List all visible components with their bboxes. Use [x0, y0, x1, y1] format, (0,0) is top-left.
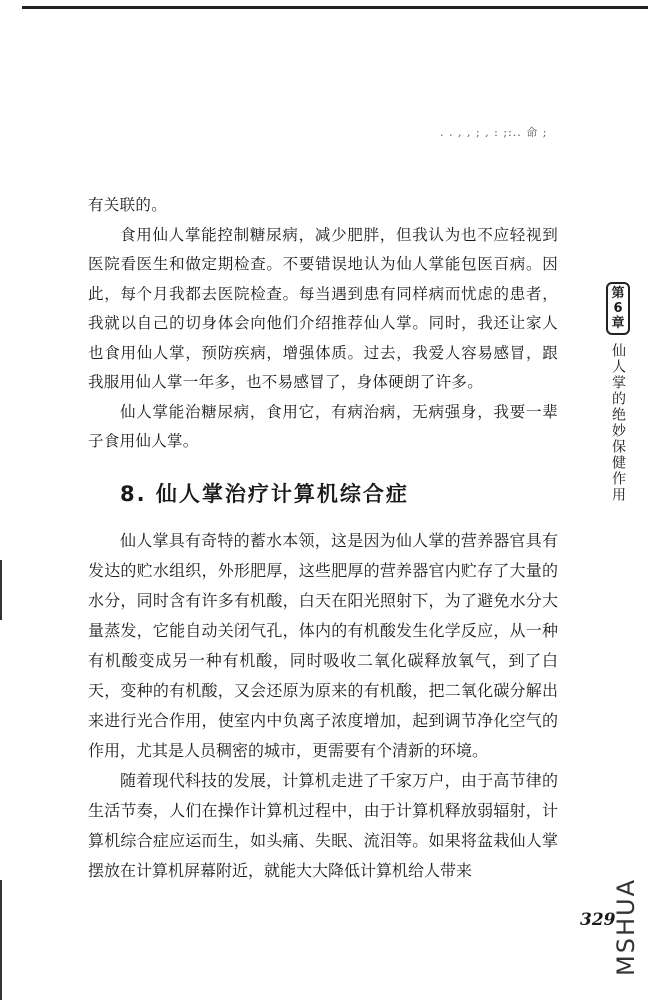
- paragraph-continuation: 有关联的。: [88, 196, 168, 214]
- chapter-title: 仙人掌的绝妙保健作用: [610, 343, 626, 503]
- watermark: MSHUA: [612, 878, 640, 976]
- chapter-side-tab: [603, 282, 633, 503]
- paragraph: 食用仙人掌能控制糖尿病，减少肥胖，但我认为也不应轻视到医院看医生和做定期检查。不要错误地认为仙人掌能包医百病。因此，每个月我都去医院检查。每当遇到患有同样病而忧虑的患者，我就以自己的切身体会向他们介绍推荐仙人掌。同时，我还让家人也食用仙人掌，预防疾病，增强体质。过去，我爱人容易感冒，跟我服用仙人掌一年多，也不易感冒了，身体硬朗了许多。: [88, 225, 558, 391]
- paragraph: 仙人掌具有奇特的蓄水本领，这是因为仙人掌的营养器官具有发达的贮水组织，外形肥厚，这些肥厚的营养器官内贮存了大量的水分，同时含有许多有机酸，白天在阳光照射下，为了避免水分大量蒸发，它能自动关闭气孔，体内的有机酸发生化学反应，从一种有机酸变成另一种有机酸，同时吸收二氧化碳释放氧气，到了白天，变种的有机酸，又会还原为原来的有机酸，把二氧化碳分解出来进行光合作用，使室内中负离子浓度增加，起到调节净化空气的作用，尤其是人员稠密的城市，更需要有个清新的环境。: [88, 531, 558, 760]
- chapter-label: [606, 282, 630, 335]
- chapter-label-top: 第: [611, 286, 625, 301]
- body-text-block-2: [88, 526, 558, 886]
- chapter-label-bottom: 章: [611, 316, 625, 331]
- paragraph: 随着现代科技的发展，计算机走进了千家万户，由于高节律的生活节奏，人们在操作计算机过程中，由于计算机释放弱辐射，计算机综合症应运而生，如头痛、失眠、流泪等。如果将盆栽仙人掌摆放在计算机屏幕附近，就能大大降低计算机给人带来: [88, 771, 558, 880]
- top-rule: [22, 6, 648, 9]
- running-header-mark: . . , , ; , : ;:.. 命 ;: [440, 126, 548, 139]
- chapter-number: 6: [613, 301, 623, 316]
- paragraph: 仙人掌能治糖尿病，食用它，有病治病，无病强身，我要一辈子食用仙人掌。: [88, 402, 558, 450]
- scan-edge-mark: [0, 560, 2, 620]
- page-number: 329: [580, 910, 616, 930]
- body-text-block-1: [88, 191, 558, 457]
- scan-edge-mark-bottom: [0, 880, 2, 1000]
- section-heading: 8. 仙人掌治疗计算机综合症: [120, 482, 409, 506]
